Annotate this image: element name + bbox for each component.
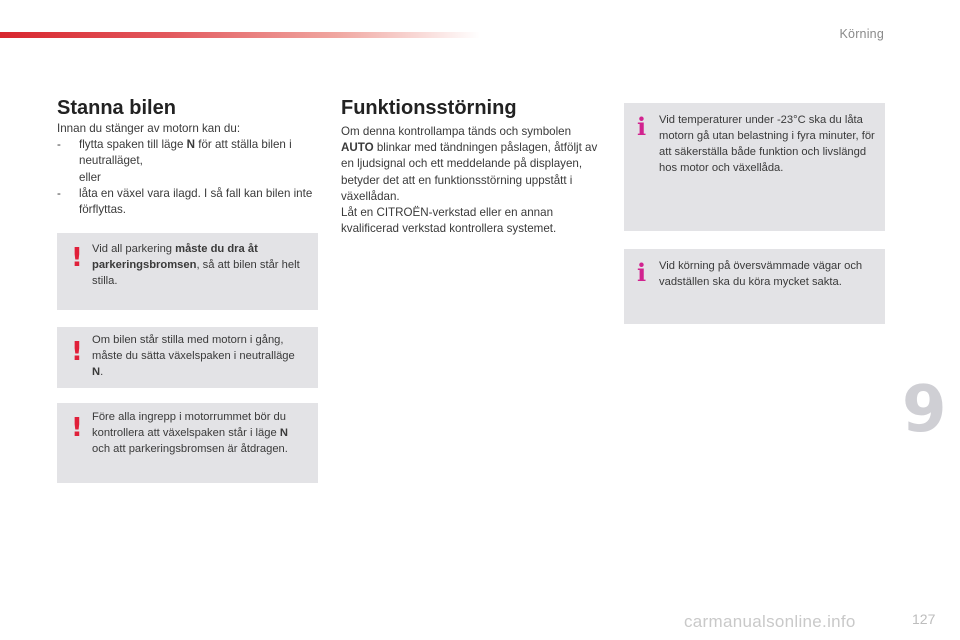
list-item: eller xyxy=(79,170,101,184)
stanna-bilen-intro: Innan du stänger av motorn kan du: xyxy=(57,122,241,135)
section-title-stanna-bilen: Stanna bilen xyxy=(57,97,176,119)
warning-icon: ! xyxy=(71,413,83,443)
note-text: Före alla ingrepp i motorrummet bör du kontrollera att växelspaken står i läge N och att parkeringsbromsen är åtdragen. xyxy=(92,411,288,455)
note-text: Vid all parkering måste du dra åt parkeringsbromsen, så att bilen står helt stilla. xyxy=(92,243,300,287)
stanna-bilen-list xyxy=(57,137,319,218)
warning-note-engine-bay xyxy=(57,403,318,483)
info-note-flooded-roads xyxy=(624,249,885,324)
note-text: Vid temperaturer under -23°C ska du låta motorn gå utan belastning i fyra minuter, för att säkerställa både funktion och livslängd hos motor och växellåda. xyxy=(659,114,875,174)
info-icon: i xyxy=(637,112,647,141)
note-text: Vid körning på översvämmade vägar och vadställen ska du köra mycket sakta. xyxy=(659,260,863,288)
chapter-title: Körning xyxy=(839,27,884,41)
warning-icon: ! xyxy=(71,243,83,273)
list-item: - flytta spaken till läge N för att ställa bilen i neutralläget, xyxy=(57,138,292,168)
info-note-temperature xyxy=(624,103,885,231)
watermark: carmanualsonline.info xyxy=(684,612,856,631)
warning-icon: ! xyxy=(71,337,83,367)
list-item: - låta en växel vara ilagd. I så fall kan bilen inte förflyttas. xyxy=(57,186,313,217)
warning-note-neutral xyxy=(57,327,318,388)
stanna-bilen-body xyxy=(57,121,319,218)
funktionsstorning-body xyxy=(341,124,603,237)
warning-note-parking-brake xyxy=(57,233,318,310)
header-accent-bar xyxy=(0,32,480,38)
section-title-funktionsstorning: Funktionsstörning xyxy=(341,97,517,119)
funktionsstorning-paragraph-2: Låt en CITROËN-verkstad eller en annan kvalificerad verkstad kontrollera systemet. xyxy=(341,206,557,236)
chapter-number: 9 xyxy=(902,373,947,447)
info-icon: i xyxy=(637,258,647,287)
page-number: 127 xyxy=(912,611,936,627)
funktionsstorning-paragraph-1: Om denna kontrollampa tänds och symbolen AUTO blinkar med tändningen påslagen, åtföljt av en ljudsignal och ett meddelande på displayen, betyder det att en funktionsstörning uppstått i växellådan. xyxy=(341,125,598,203)
note-text: Om bilen står stilla med motorn i gång, måste du sätta växelspaken i neutralläge N. xyxy=(92,334,295,378)
